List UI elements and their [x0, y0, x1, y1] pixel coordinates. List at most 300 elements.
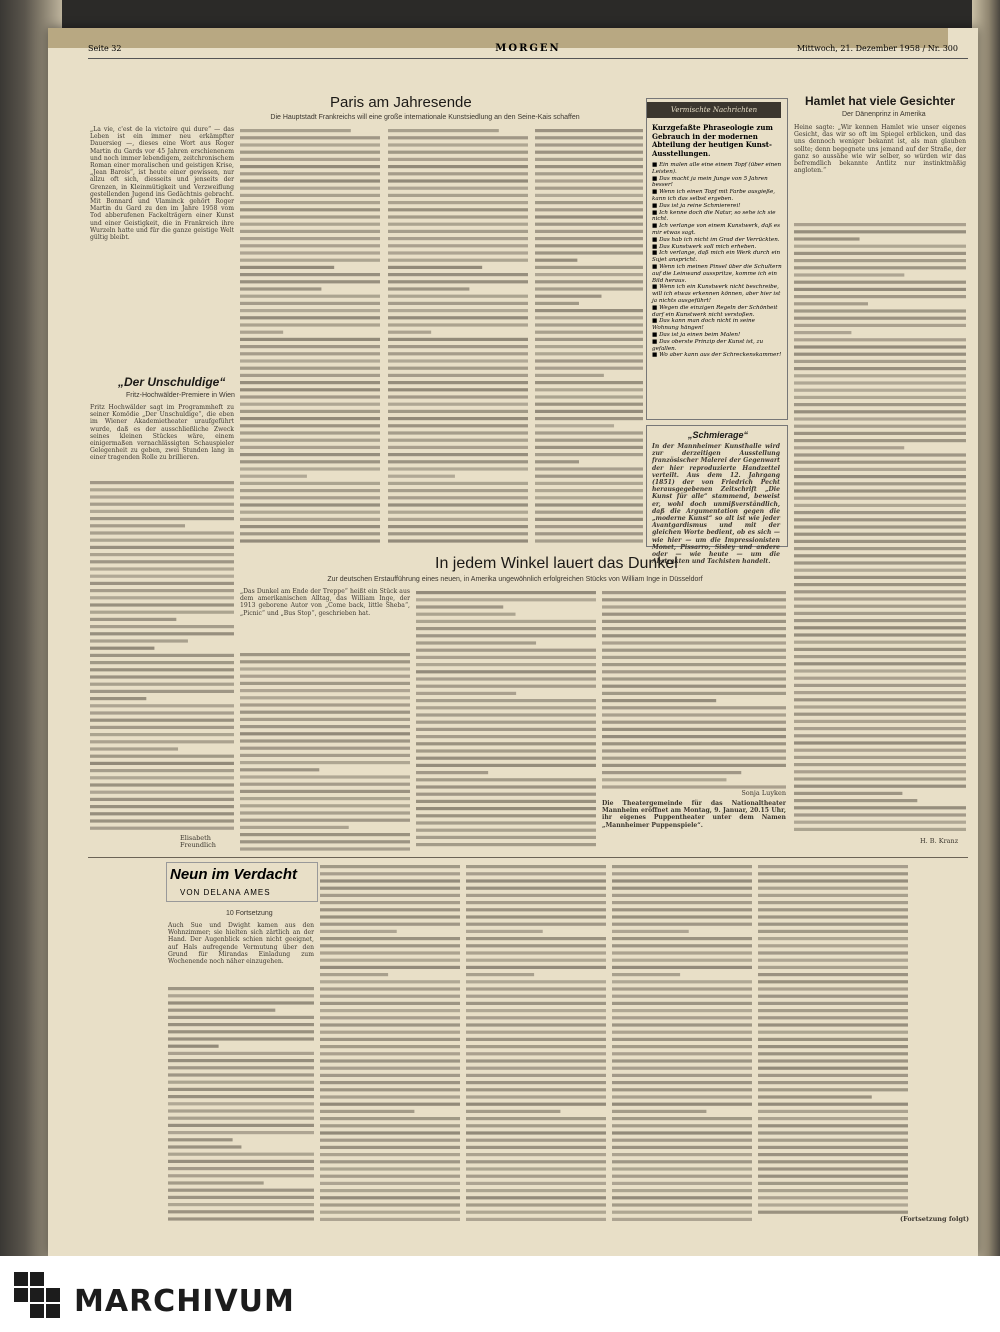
text-line [90, 675, 234, 678]
text-line [90, 488, 234, 491]
text-line [320, 1117, 460, 1120]
hamlet-lead: Heine sagte: „Wir kennen Hamlet wie unser eigenes Gesicht, das wir so oft im Spiegel erblicken, und das uns dennoch weniger bekannt ist, als man glauben sollte; denn begegnete uns jemand auf der Straße, der ganz so aussähe wie wir selber, so würden wir das befremdlich bekannte Antlitz nur instinktmäßig angloten.“ [794, 124, 966, 175]
text-line [90, 819, 234, 822]
text-line [90, 524, 185, 527]
text-line [758, 1002, 908, 1005]
text-line [794, 367, 966, 370]
text-line [535, 439, 643, 442]
text-line [90, 783, 234, 786]
text-line [416, 627, 596, 630]
text-line [240, 804, 410, 807]
text-line [466, 1153, 606, 1156]
text-line [90, 647, 154, 650]
text-line [466, 1211, 606, 1214]
hamlet-author: H. B. Kranz [920, 837, 959, 845]
text-line [612, 1009, 752, 1012]
text-line [90, 668, 234, 671]
text-line [240, 287, 321, 290]
text-line [794, 806, 966, 809]
text-line [320, 923, 460, 926]
text-line [602, 656, 786, 659]
text-line [612, 930, 689, 933]
text-line [466, 966, 606, 969]
text-line [320, 1153, 460, 1156]
text-line [240, 811, 410, 814]
text-line [794, 691, 966, 694]
text-line [794, 813, 966, 816]
text-line [612, 1160, 752, 1163]
text-line [794, 511, 966, 514]
text-line [612, 1139, 752, 1142]
text-line [602, 663, 786, 666]
marchivum-logo-icon [8, 1266, 66, 1324]
text-line [758, 973, 908, 976]
text-line [758, 1175, 908, 1178]
nachrichten-item: ■ Ich kenne doch die Natur, so sehe ich sie nicht. [652, 209, 776, 223]
text-line [388, 302, 528, 305]
text-line [388, 309, 528, 312]
text-line [168, 1138, 233, 1141]
text-line [758, 1031, 908, 1034]
text-line [90, 575, 234, 578]
text-line [240, 431, 380, 434]
text-line [320, 1211, 460, 1214]
text-line [758, 1074, 908, 1077]
text-line [794, 605, 966, 608]
text-line [535, 489, 643, 492]
text-line [320, 1203, 460, 1206]
text-line [416, 814, 596, 817]
text-line [320, 1189, 460, 1192]
page-number: Seite 32 [88, 44, 122, 53]
text-line [535, 403, 643, 406]
text-line [168, 1045, 219, 1048]
text-line [320, 1038, 460, 1041]
text-line [320, 1023, 460, 1026]
text-line [535, 503, 643, 506]
text-line [794, 583, 966, 586]
text-line [466, 1203, 606, 1206]
winkel-body-col-1 [240, 650, 410, 850]
text-line [602, 620, 786, 623]
text-line [90, 639, 188, 642]
text-line [90, 733, 234, 736]
text-line [758, 901, 908, 904]
text-line [794, 281, 966, 284]
text-line [168, 1131, 314, 1134]
winkel-lead: „Das Dunkel am Ende der Treppe“ heißt ein Stück aus dem amerikanischen Alltag, das William Inge, der 1913 geborene Autor von „Come back, little Sheba“, „Picnic“ und „Bus Stop“, geschrieben hat. [240, 588, 410, 617]
text-line [240, 725, 410, 728]
text-lines [240, 650, 410, 850]
text-line [388, 446, 528, 449]
text-line [388, 201, 528, 204]
text-line [388, 475, 455, 478]
text-line [90, 690, 234, 693]
text-line [794, 439, 966, 442]
text-line [535, 165, 643, 168]
text-line [612, 894, 752, 897]
text-line [240, 525, 380, 528]
text-line [758, 1124, 908, 1127]
text-line [320, 901, 460, 904]
text-lines [758, 862, 908, 1216]
text-line [90, 589, 234, 592]
text-line [758, 1211, 908, 1214]
text-line [240, 395, 380, 398]
text-line [794, 821, 966, 824]
text-line [602, 713, 786, 716]
text-line [416, 699, 596, 702]
text-line [90, 726, 234, 729]
text-line [535, 129, 643, 132]
paris-body-col-4 [535, 126, 643, 546]
text-line [168, 1095, 314, 1098]
text-line [612, 1124, 752, 1127]
text-line [240, 739, 410, 742]
text-line [612, 951, 752, 954]
text-line [794, 648, 966, 651]
winkel-body-col-3 [602, 588, 786, 788]
text-line [535, 259, 577, 262]
text-line [602, 649, 786, 652]
text-line [240, 280, 380, 283]
text-line [758, 915, 908, 918]
text-line [758, 1023, 908, 1026]
text-line [240, 316, 380, 319]
text-line [416, 677, 596, 680]
text-line [320, 1103, 460, 1106]
text-line [758, 1196, 908, 1199]
text-line [612, 1189, 752, 1192]
text-line [794, 720, 966, 723]
text-line [794, 554, 966, 557]
text-line [794, 684, 966, 687]
text-lines [602, 588, 786, 788]
text-line [794, 360, 966, 363]
nachrichten-item: ■ Das hab ich nicht im Grad der Verrückten. [652, 236, 780, 243]
text-line [240, 201, 380, 204]
text-lines [535, 126, 643, 546]
text-line [240, 732, 410, 735]
text-line [794, 741, 966, 744]
text-line [388, 410, 528, 413]
text-line [794, 288, 966, 291]
text-line [466, 1009, 606, 1012]
text-line [320, 1074, 460, 1077]
text-line [168, 1023, 314, 1026]
nachrichten-item: ■ Das ist ja einen beim Malen! [652, 331, 741, 338]
text-line [794, 353, 966, 356]
text-lines [240, 126, 380, 546]
novel-continued: (Fortsetzung folgt) [900, 1215, 970, 1223]
text-lines [388, 126, 528, 546]
text-line [240, 718, 410, 721]
text-line [388, 532, 528, 535]
text-line [90, 654, 234, 657]
text-line [602, 742, 786, 745]
text-line [320, 1002, 460, 1005]
text-line [320, 1016, 460, 1019]
text-line [612, 1103, 752, 1106]
text-line [90, 791, 234, 794]
unschuldige-lead: Fritz Hochwälder sagt im Programmheft zu seiner Komödie „Der Unschuldige“, die eben im Wiener Akademietheater uraufgeführt wurde, daß es der ausschließliche Zweck seines kleinen Stückes wäre, einem einigermaßen vernachlässigten Schauspieler Gelegenheit zu geben, zwei Stunden lang in einer tragenden Rolle zu brillieren. [90, 404, 234, 462]
text-line [240, 511, 380, 514]
text-line [320, 1067, 460, 1070]
text-line [388, 359, 528, 362]
text-line [612, 1211, 752, 1214]
text-line [240, 503, 380, 506]
text-line [535, 230, 643, 233]
text-line [794, 777, 966, 780]
text-line [388, 143, 528, 146]
text-line [758, 872, 908, 875]
text-line [388, 539, 528, 542]
text-line [240, 309, 380, 312]
nachrichten-item: ■ Wegen die einzigen Regeln der Schönheit darf ein Kunstwerk nicht verstoßen. [652, 304, 778, 318]
text-line [240, 244, 380, 247]
text-line [90, 683, 234, 686]
text-line [612, 1095, 752, 1098]
text-line [758, 987, 908, 990]
text-line [240, 489, 380, 492]
text-line [758, 1160, 908, 1163]
text-line [794, 295, 966, 298]
nachrichten-item: ■ Das ist ja reine Schmiererei! [652, 202, 741, 209]
text-line [535, 367, 643, 370]
text-line [320, 995, 460, 998]
text-line [240, 345, 380, 348]
text-line [388, 367, 528, 370]
text-line [416, 829, 596, 832]
text-line [320, 1167, 460, 1170]
text-line [90, 481, 234, 484]
text-line [416, 692, 516, 695]
text-line [602, 692, 786, 695]
theatre-note: Die Theatergemeinde für das Nationaltheater Mannheim eröffnet am Montag, 9. Januar, 20.15 Uhr, ihr eigenes Puppentheater unter dem Namen „Mannheimer Puppenspiele“. [602, 800, 786, 829]
novel-body-col-3 [466, 862, 606, 1224]
text-line [602, 728, 786, 731]
text-line [794, 799, 917, 802]
text-line [758, 908, 908, 911]
text-line [240, 826, 349, 829]
text-line [240, 417, 380, 420]
text-line [416, 641, 536, 644]
text-line [90, 711, 234, 714]
text-line [388, 496, 528, 499]
text-line [794, 410, 966, 413]
text-line [90, 560, 234, 563]
text-line [535, 431, 643, 434]
text-lines [90, 478, 234, 830]
text-line [388, 374, 528, 377]
schmierage-text: In der Mannheimer Kunsthalle wird zur derzeitigen Ausstellung französischer Malerei der Gegenwart der hier reproduzierte Handzettel verteilt. Aus dem 12. Jahrgang (1851) der von Friedrich Pecht herausgegebenen Zeitschrift „Die Kunst für alle“ stammend, beweist er, wohl doch unmißverständlich, daß die Argumentation gegen die „moderne Kunst“ so alt ist wie jeder Avantgardismus und mit der gleichen Worte bedient, ob es sich — wie hier — um die Impressionisten Monet, Pissarro, Sisley und andere oder — wie heute — um die Abstrakten und Tachisten handelt. [652, 443, 780, 566]
text-line [320, 1009, 460, 1012]
text-line [758, 1167, 908, 1170]
text-line [794, 482, 966, 485]
text-line [168, 1081, 314, 1084]
text-line [388, 489, 528, 492]
text-line [90, 719, 234, 722]
text-line [416, 663, 596, 666]
text-line [535, 309, 643, 312]
text-line [466, 1045, 606, 1048]
text-line [758, 865, 908, 868]
text-line [240, 682, 410, 685]
text-line [388, 395, 528, 398]
text-line [90, 546, 234, 549]
text-line [612, 865, 752, 868]
text-line [320, 872, 460, 875]
text-line [794, 396, 966, 399]
text-line [388, 345, 528, 348]
text-line [466, 1052, 606, 1055]
text-line [466, 995, 606, 998]
text-line [794, 252, 966, 255]
text-line [240, 194, 380, 197]
text-line [602, 757, 786, 760]
nachrichten-item: ■ Ich verlange von einem Kunstwerk, daß es mir etwas sagt. [652, 223, 781, 236]
text-line [535, 187, 643, 190]
text-line [240, 446, 380, 449]
text-line [612, 973, 680, 976]
text-line [240, 518, 380, 521]
text-line [320, 980, 460, 983]
text-line [758, 1045, 908, 1048]
text-line [240, 215, 380, 218]
text-line [416, 713, 596, 716]
text-line [240, 179, 380, 182]
text-line [168, 994, 314, 997]
text-line [535, 201, 643, 204]
text-line [240, 790, 410, 793]
text-line [794, 533, 966, 536]
text-line [320, 894, 460, 897]
text-line [758, 887, 908, 890]
text-line [535, 352, 643, 355]
text-line [320, 937, 460, 940]
nachrichten-item: ■ Wenn ich meinen Pinsel über die Schultern auf die Leinwand ausspritze, komme ich ein Bild heraus. [652, 263, 782, 284]
text-line [612, 879, 752, 882]
text-line [416, 634, 596, 637]
text-line [612, 872, 752, 875]
text-line [388, 129, 499, 132]
text-line [612, 959, 752, 962]
text-line [168, 1153, 314, 1156]
text-line [320, 1196, 460, 1199]
text-line [90, 596, 234, 599]
text-line [758, 1052, 908, 1055]
novel-body-col-5 [758, 862, 908, 1216]
text-line [612, 1218, 752, 1221]
text-line [612, 1023, 752, 1026]
text-line [535, 345, 643, 348]
text-line [240, 381, 380, 384]
nachrichten-item: ■ Das kann man doch nicht in seine Wohnung hängen! [652, 318, 755, 332]
text-line [320, 1139, 460, 1142]
text-line [466, 987, 606, 990]
text-line [168, 1088, 314, 1091]
text-line [90, 632, 234, 635]
text-line [240, 653, 410, 656]
text-line [794, 785, 966, 788]
text-line [320, 930, 397, 933]
text-line [240, 352, 380, 355]
text-line [466, 1110, 560, 1113]
text-line [90, 776, 234, 779]
text-line [535, 244, 643, 247]
text-line [602, 641, 786, 644]
text-line [388, 316, 528, 319]
text-line [320, 1052, 460, 1055]
text-line [535, 381, 643, 384]
text-lines [168, 984, 314, 1224]
text-line [416, 778, 596, 781]
text-line [416, 598, 596, 601]
text-line [168, 1066, 314, 1069]
section-divider [88, 857, 968, 858]
text-line [240, 532, 380, 535]
text-line [535, 266, 643, 269]
text-line [612, 923, 752, 926]
text-line [168, 1210, 314, 1213]
text-line [240, 208, 380, 211]
text-line [794, 525, 966, 528]
text-lines [416, 588, 596, 850]
text-line [388, 381, 528, 384]
text-line [794, 734, 966, 737]
winkel-body-col-2 [416, 588, 596, 850]
text-line [168, 1117, 314, 1120]
text-line [612, 1067, 752, 1070]
text-line [90, 762, 234, 765]
text-line [388, 223, 528, 226]
winkel-author: Sonja Luyken [741, 789, 786, 797]
masthead [88, 44, 968, 59]
text-line [240, 295, 380, 298]
text-line [535, 453, 643, 456]
text-line [758, 959, 908, 962]
text-line [388, 482, 528, 485]
text-line [240, 768, 319, 771]
text-line [240, 761, 410, 764]
text-line [388, 352, 528, 355]
text-line [612, 1182, 752, 1185]
text-line [320, 1031, 460, 1034]
text-line [168, 1037, 314, 1040]
text-line [535, 302, 579, 305]
text-line [535, 215, 643, 218]
text-line [388, 215, 528, 218]
text-line [90, 503, 234, 506]
nachrichten-item: ■ Das Kunstwerk soll mich erheben. [652, 243, 757, 250]
text-line [794, 677, 966, 680]
text-line [388, 259, 528, 262]
text-line [320, 1088, 460, 1091]
text-line [535, 359, 643, 362]
text-line [466, 1059, 606, 1062]
text-line [168, 1059, 314, 1062]
text-line [535, 295, 601, 298]
text-line [240, 266, 334, 269]
text-line [240, 667, 410, 670]
text-line [240, 302, 380, 305]
text-line [388, 172, 528, 175]
text-line [794, 626, 966, 629]
unschuldige-author: Elisabeth Freundlich [180, 834, 216, 850]
text-line [466, 1095, 606, 1098]
text-line [388, 338, 528, 341]
text-line [794, 828, 966, 831]
